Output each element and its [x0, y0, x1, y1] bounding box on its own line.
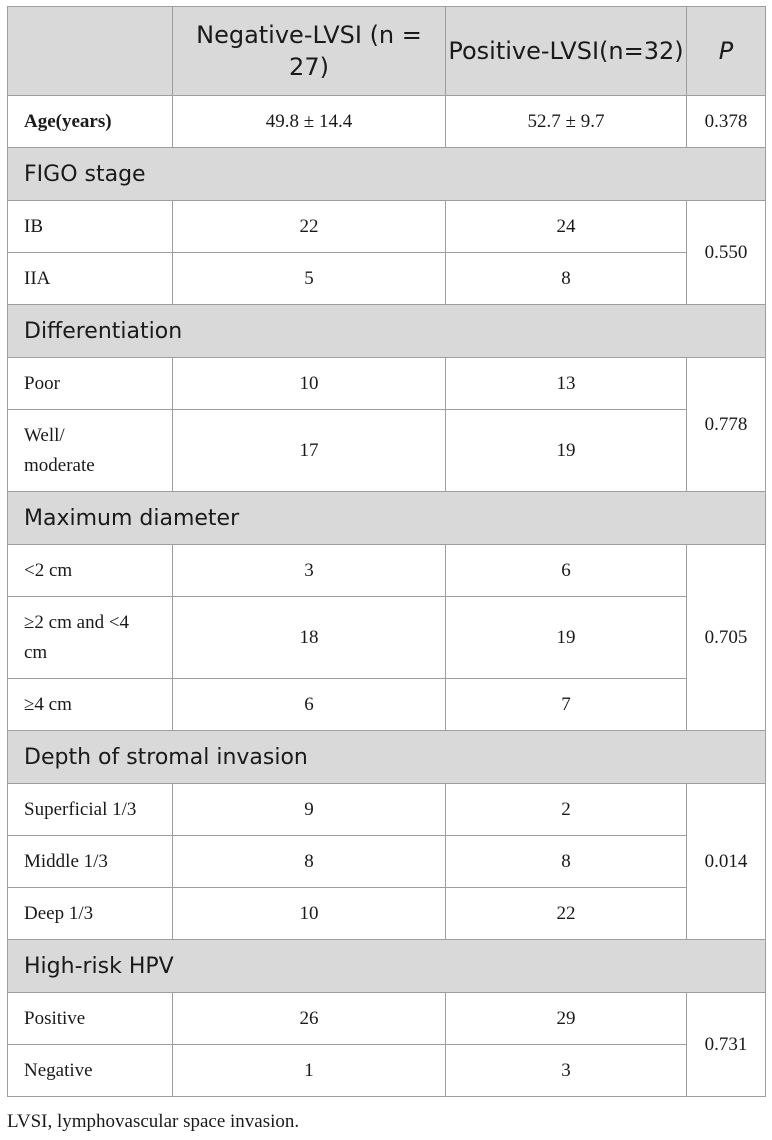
negative-value: 1 — [173, 1045, 446, 1097]
table-row — [8, 597, 766, 679]
p-value: 0.378 — [687, 96, 766, 148]
table-row — [8, 253, 766, 305]
row-label: ≥2 cm and <4 cm — [8, 597, 173, 679]
table-container — [7, 6, 765, 1133]
row-label: Poor — [8, 358, 173, 410]
section-title: High-risk HPV — [8, 940, 766, 993]
section-header-row — [8, 305, 766, 358]
p-value: 0.778 — [687, 358, 766, 492]
row-label: Middle 1/3 — [8, 836, 173, 888]
p-value: 0.550 — [687, 201, 766, 305]
table-row — [8, 888, 766, 940]
section-header-row — [8, 940, 766, 993]
positive-value: 7 — [446, 679, 687, 731]
table-row — [8, 993, 766, 1045]
header-empty — [8, 7, 173, 96]
header-row — [8, 7, 766, 96]
negative-value: 5 — [173, 253, 446, 305]
negative-value: 22 — [173, 201, 446, 253]
table-row — [8, 545, 766, 597]
table-row — [8, 784, 766, 836]
positive-value: 2 — [446, 784, 687, 836]
p-value: 0.705 — [687, 545, 766, 731]
negative-value: 8 — [173, 836, 446, 888]
positive-value: 19 — [446, 410, 687, 492]
negative-value: 17 — [173, 410, 446, 492]
row-label: ≥4 cm — [8, 679, 173, 731]
negative-value: 3 — [173, 545, 446, 597]
section-header-row — [8, 148, 766, 201]
section-title: FIGO stage — [8, 148, 766, 201]
negative-value: 10 — [173, 888, 446, 940]
row-label: <2 cm — [8, 545, 173, 597]
section-title: Depth of stromal invasion — [8, 731, 766, 784]
row-label: IIA — [8, 253, 173, 305]
section-title: Differentiation — [8, 305, 766, 358]
p-value: 0.014 — [687, 784, 766, 940]
positive-value: 13 — [446, 358, 687, 410]
positive-value: 22 — [446, 888, 687, 940]
negative-value: 10 — [173, 358, 446, 410]
positive-value: 29 — [446, 993, 687, 1045]
table-row — [8, 410, 766, 492]
positive-value: 52.7 ± 9.7 — [446, 96, 687, 148]
row-label: Superficial 1/3 — [8, 784, 173, 836]
table-row — [8, 201, 766, 253]
positive-value: 8 — [446, 253, 687, 305]
row-label: IB — [8, 201, 173, 253]
table-row — [8, 358, 766, 410]
section-header-row — [8, 731, 766, 784]
row-label: Age(years) — [8, 96, 173, 148]
lvsi-characteristics-table — [7, 6, 766, 1097]
negative-value: 26 — [173, 993, 446, 1045]
positive-value: 19 — [446, 597, 687, 679]
positive-value: 24 — [446, 201, 687, 253]
row-label: Well/ moderate — [8, 410, 173, 492]
header-positive-lvsi: Positive-LVSI(n=32) — [446, 7, 687, 96]
negative-value: 49.8 ± 14.4 — [173, 96, 446, 148]
section-title: Maximum diameter — [8, 492, 766, 545]
table-footnote: LVSI, lymphovascular space invasion. — [7, 1111, 300, 1132]
table-row — [8, 836, 766, 888]
negative-value: 9 — [173, 784, 446, 836]
positive-value: 3 — [446, 1045, 687, 1097]
section-header-row — [8, 492, 766, 545]
row-label: Deep 1/3 — [8, 888, 173, 940]
table-row — [8, 1045, 766, 1097]
row-label: Positive — [8, 993, 173, 1045]
header-negative-lvsi: Negative-LVSI (n = 27) — [173, 7, 446, 96]
p-value: 0.731 — [687, 993, 766, 1097]
table-row — [8, 679, 766, 731]
header-p-value: P — [687, 7, 766, 96]
row-label: Negative — [8, 1045, 173, 1097]
negative-value: 18 — [173, 597, 446, 679]
age-row — [8, 96, 766, 148]
positive-value: 8 — [446, 836, 687, 888]
positive-value: 6 — [446, 545, 687, 597]
negative-value: 6 — [173, 679, 446, 731]
